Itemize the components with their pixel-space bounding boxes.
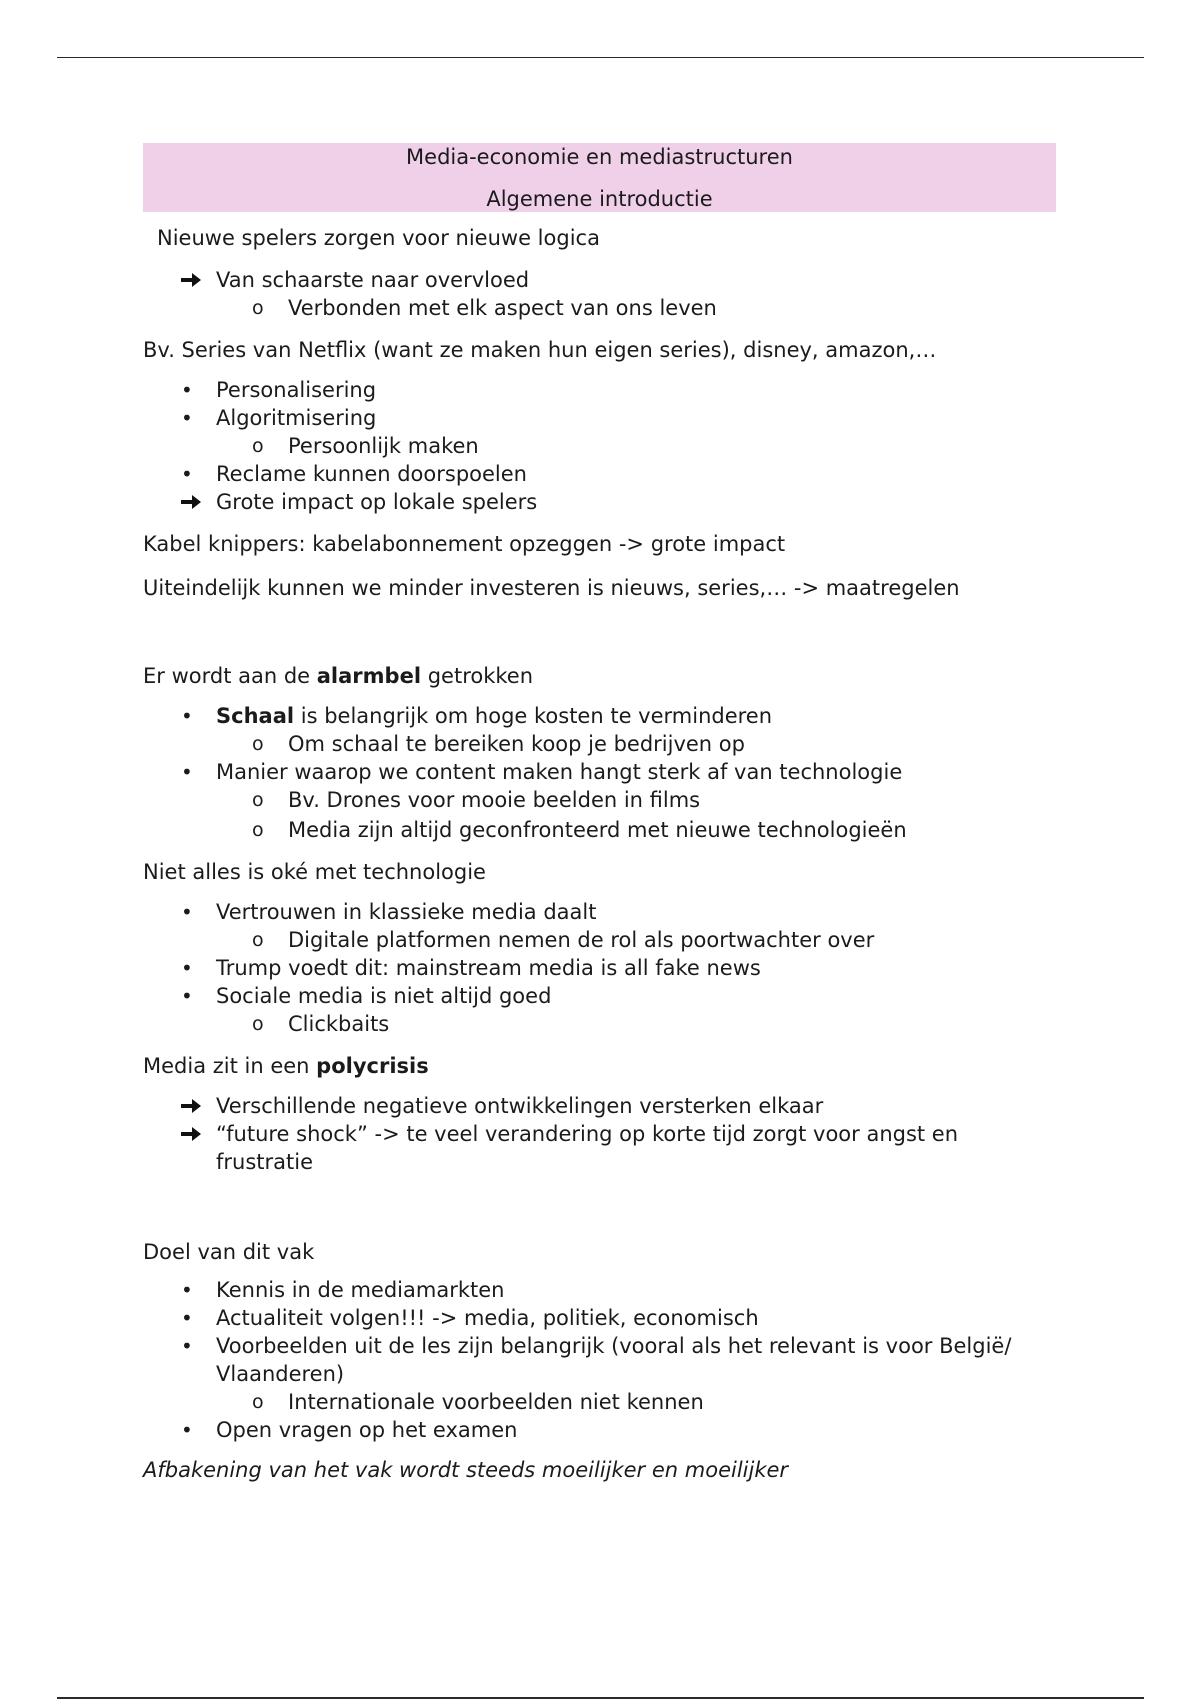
sub-marker-icon: o <box>252 297 264 319</box>
bullet-item <box>143 758 1056 786</box>
sub-marker-icon: o <box>252 1013 264 1035</box>
bullet-icon: • <box>181 760 193 784</box>
section4-lead <box>143 1054 1056 1078</box>
bottom-rule <box>57 1697 1144 1699</box>
bullet-item <box>143 898 1056 926</box>
bullet-item <box>143 954 1056 982</box>
sub-marker-icon: o <box>252 819 264 841</box>
bullet-text: is belangrijk om hoge kosten te verminderen <box>294 704 773 728</box>
bullet-text: Kennis in de mediamarkten <box>216 1278 505 1302</box>
sub-item-text: Media zijn altijd geconfronteerd met nieuwe technologieën <box>288 818 907 842</box>
bullet-icon: • <box>181 1306 193 1330</box>
arrow-icon <box>181 1127 201 1141</box>
sub-item <box>143 294 1056 322</box>
section3-lead: Niet alles is oké met technologie <box>143 860 486 884</box>
document-subtitle: Algemene introductie <box>486 187 713 211</box>
sub-item-text: Clickbaits <box>288 1012 390 1036</box>
sub-item <box>143 926 1056 954</box>
bullet-bold-text: Schaal <box>216 704 295 728</box>
arrow-item-text: Grote impact op lokale spelers <box>216 490 538 514</box>
sub-item <box>143 786 1056 814</box>
arrow-item-text: “future shock” -> te veel verandering op korte tijd zorgt voor angst en <box>216 1122 959 1146</box>
arrow-item <box>143 1120 1056 1176</box>
example-line: Bv. Series van Netflix (want ze maken hun eigen series), disney, amazon,… <box>143 338 937 362</box>
sub-item-text: Internationale voorbeelden niet kennen <box>288 1390 704 1414</box>
sub-item-text: Verbonden met elk aspect van ons leven <box>288 296 717 320</box>
bullet-icon: • <box>181 704 193 728</box>
arrow-icon <box>181 1099 201 1113</box>
section4-lead-pre: Media zit in een <box>143 1054 317 1078</box>
arrow-item-text-continued: frustratie <box>216 1150 314 1174</box>
arrow-icon <box>181 495 201 509</box>
bullet-item <box>143 376 1056 404</box>
bullet-item <box>143 1276 1056 1304</box>
section4-lead-bold: polycrisis <box>316 1054 429 1078</box>
top-rule <box>57 57 1144 58</box>
sub-marker-icon: o <box>252 1391 264 1413</box>
sub-item <box>143 1010 1056 1038</box>
bullet-icon: • <box>181 378 193 402</box>
bullet-item <box>143 460 1056 488</box>
arrow-item <box>143 1092 1056 1120</box>
section2-lead-post: getrokken <box>421 664 534 688</box>
bullet-icon: • <box>181 406 193 430</box>
section2-lead <box>143 664 1056 688</box>
bullet-icon: • <box>181 1418 193 1442</box>
arrow-item <box>143 488 1056 516</box>
arrow-item-text: Van schaarste naar overvloed <box>216 268 530 292</box>
bullet-item <box>143 1416 1056 1444</box>
sub-item <box>143 1388 1056 1416</box>
bullet-text: Voorbeelden uit de les zijn belangrijk (vooral als het relevant is voor België/ <box>216 1334 1012 1358</box>
sub-item <box>143 432 1056 460</box>
bullet-text: Sociale media is niet altijd goed <box>216 984 552 1008</box>
bullet-item <box>143 702 1056 730</box>
bullet-text: Vertrouwen in klassieke media daalt <box>216 900 597 924</box>
bullet-text: Actualiteit volgen!!! -> media, politiek, economisch <box>216 1306 759 1330</box>
bullet-text: Reclame kunnen doorspoelen <box>216 462 527 486</box>
bullet-text: Open vragen op het examen <box>216 1418 518 1442</box>
arrow-item-text: Verschillende negatieve ontwikkelingen versterken elkaar <box>216 1094 824 1118</box>
section5-lead: Doel van dit vak <box>143 1240 315 1264</box>
sub-marker-icon: o <box>252 733 264 755</box>
section2-lead-bold: alarmbel <box>316 664 422 688</box>
sub-item <box>143 730 1056 758</box>
bullet-text-continued: Vlaanderen) <box>216 1362 345 1386</box>
closing-line: Afbakening van het vak wordt steeds moeilijker en moeilijker <box>143 1458 789 1482</box>
arrow-item <box>143 266 1056 294</box>
bullet-text: Personalisering <box>216 378 377 402</box>
bullet-icon: • <box>181 984 193 1008</box>
bullet-text: Algoritmisering <box>216 406 377 430</box>
section1-lead: Nieuwe spelers zorgen voor nieuwe logica <box>157 226 600 250</box>
bullet-item <box>143 404 1056 432</box>
bullet-item <box>143 1304 1056 1332</box>
sub-item-text: Om schaal te bereiken koop je bedrijven op <box>288 732 745 756</box>
sub-item <box>143 816 1056 844</box>
sub-item-text: Digitale platformen nemen de rol als poortwachter over <box>288 928 875 952</box>
bullet-text: Manier waarop we content maken hangt sterk af van technologie <box>216 760 903 784</box>
document-page <box>143 143 1056 1482</box>
bullet-icon: • <box>181 1334 193 1358</box>
sub-marker-icon: o <box>252 789 264 811</box>
sub-marker-icon: o <box>252 435 264 457</box>
uiteindelijk-line: Uiteindelijk kunnen we minder investeren is nieuws, series,… -> maatregelen <box>143 576 960 600</box>
bullet-item <box>143 1332 1056 1388</box>
bullet-text: Trump voedt dit: mainstream media is all fake news <box>216 956 761 980</box>
bullet-item <box>143 982 1056 1010</box>
arrow-icon <box>181 273 201 287</box>
bullet-icon: • <box>181 900 193 924</box>
sub-marker-icon: o <box>252 929 264 951</box>
bullet-icon: • <box>181 462 193 486</box>
kabel-line: Kabel knippers: kabelabonnement opzeggen -> grote impact <box>143 532 786 556</box>
bullet-icon: • <box>181 956 193 980</box>
section2-lead-pre: Er wordt aan de <box>143 664 317 688</box>
title-box <box>143 143 1056 212</box>
sub-item-text: Bv. Drones voor mooie beelden in films <box>288 788 701 812</box>
document-title: Media-economie en mediastructuren <box>406 145 793 169</box>
sub-item-text: Persoonlijk maken <box>288 434 479 458</box>
bullet-icon: • <box>181 1278 193 1302</box>
